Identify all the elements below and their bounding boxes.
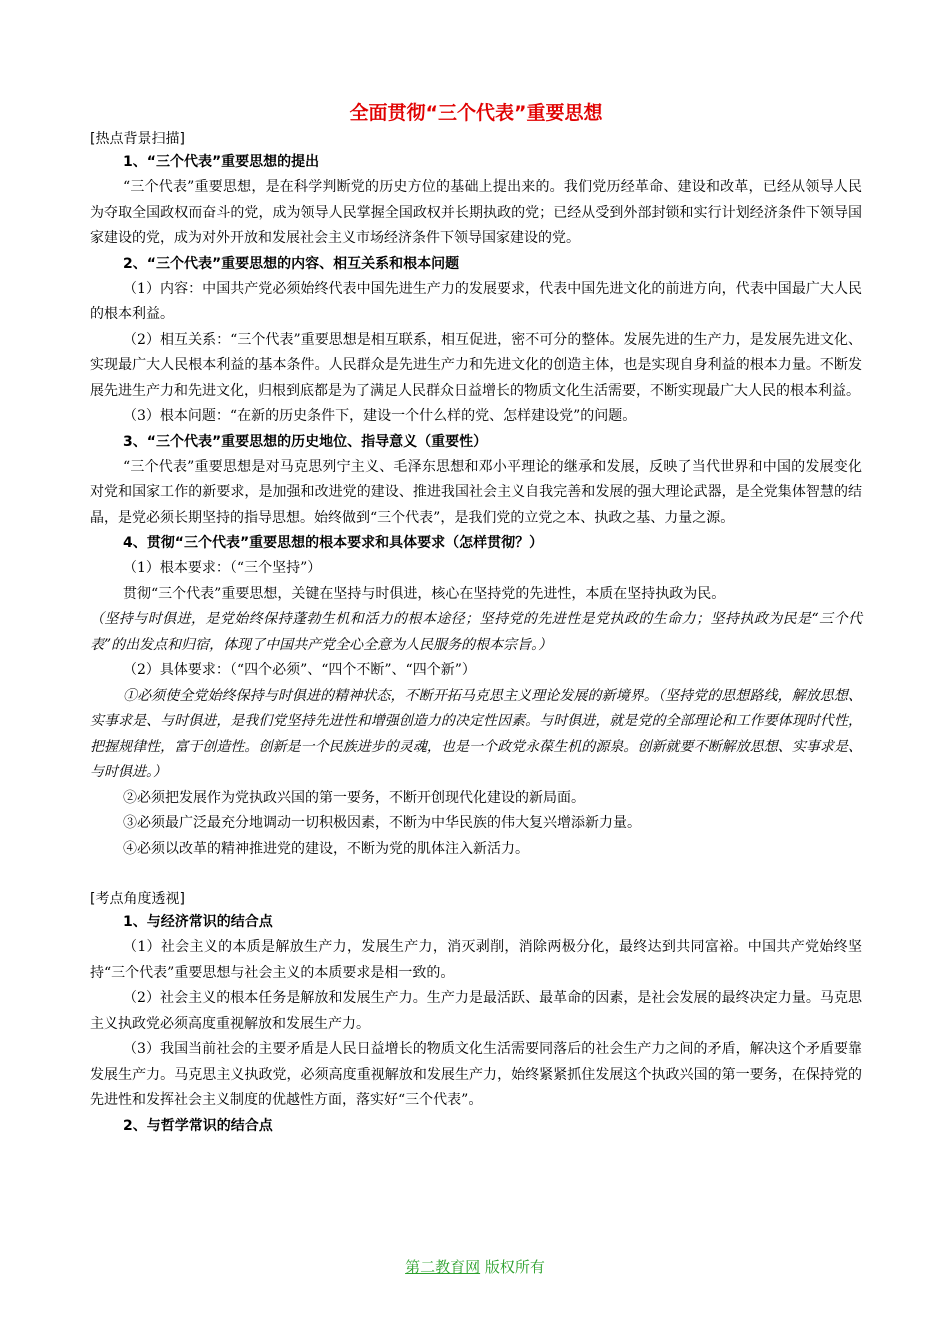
heading-1: 1、“三个代表”重要思想的提出 [123,154,320,170]
paragraph: （1）内容：中国共产党必须始终代表中国先进生产力的发展要求，代表中国先进文化的前进方向，代表中国最广大人民的根本利益。 [90,280,862,322]
paragraph: （2）社会主义的根本任务是解放和发展生产力。生产力是最活跃、最革命的因素，是社会发展的最终决定力量。马克思主义执政党必须高度重视解放和发展生产力。 [90,990,862,1032]
paragraph: （2）具体要求：（“四个必须”、“四个不断”、“四个新”） [123,662,476,678]
paragraph: （2）相互关系：“三个代表”重要思想是相互联系，相互促进，密不可分的整体。发展先进的生产力，是发展先进文化、实现最广大人民根本利益的基本条件。人民群众是先进生产力和先进文化的创造主体，也是实现自身利益的根本力量。不断发展先进生产力和先进文化，归根到底都是为了满足人民群众日益增长的物质文化生活需要，不断实现最广大人民的根本利益。 [90,331,862,399]
italic-note: ①必须使全党始终保持与时俱进的精神状态，不断开拓马克思主义理论发展的新境界。（坚持党的思想路线，解放思想、实事求是、与时俱进，是我们党坚持先进性和增强创造力的决定性因素。与时俱进，就是党的全部理论和工作要体现时代性，把握规律性，富于创造性。创新是一个民族进步的灵魂，也是一个政党永葆生机的源泉。创新就要不断解放思想、实事求是、与时俱进。） [90,687,862,780]
footer [0,1256,950,1278]
footer-copyright: 版权所有 [480,1258,545,1276]
paragraph: 贯彻“三个代表”重要思想，关键在坚持与时俱进，核心在坚持党的先进性，本质在坚持执政为民。 [123,585,726,602]
page-title: 全面贯彻“三个代表”重要思想 [349,102,603,124]
heading-3: 3、“三个代表”重要思想的历史地位、指导意义（重要性） [123,433,488,450]
footer-link[interactable]: 第二教育网 [405,1258,481,1276]
paragraph: “三个代表”重要思想，是在科学判断党的历史方位的基础上提出来的。我们党历经革命、建设和改革，已经从领导人民为夺取全国政权而奋斗的党，成为领导人民掌握全国政权并长期执政的党；已经从受到外部封锁和实行计划经济条件下领导国家建设的党，成为对外开放和发展社会主义市场经济条件下领导国家建设的党。 [90,179,862,246]
paragraph: （3）根本问题：“在新的历史条件下，建设一个什么样的党、怎样建设党”的问题。 [123,408,637,424]
paragraph: （1）社会主义的本质是解放生产力，发展生产力，消灭剥削，消除两极分化，最终达到共同富裕。中国共产党始终坚持“三个代表”重要思想与社会主义的本质要求是相一致的。 [90,939,862,981]
document-page [90,100,862,1139]
italic-note: （坚持与时俱进，是党始终保持蓬勃生机和活力的根本途径；坚持党的先进性是党执政的生命力；坚持执政为民是“三个代表”的出发点和归宿，体现了中国共产党全心全意为人民服务的根本宗旨。） [90,611,862,653]
heading-2: 2、与哲学常识的结合点 [123,1117,273,1134]
heading-2: 2、“三个代表”重要思想的内容、相互关系和根本问题 [123,255,460,272]
paragraph: ②必须把发展作为党执政兴国的第一要务，不断开创现代化建设的新局面。 [123,789,585,806]
paragraph: ③必须最广泛最充分地调动一切积极因素，不断为中华民族的伟大复兴增添新力量。 [123,815,641,831]
section-label-hotspot: [热点背景扫描] [90,131,185,147]
heading-4: 4、贯彻“三个代表”重要思想的根本要求和具体要求（怎样贯彻？） [123,535,544,551]
paragraph: ④必须以改革的精神推进党的建设，不断为党的肌体注入新活力。 [123,840,529,857]
section-label-exam: [考点角度透视] [90,891,185,907]
paragraph: “三个代表”重要思想是对马克思列宁主义、毛泽东思想和邓小平理论的继承和发展，反映了当代世界和中国的发展变化对党和国家工作的新要求，是加强和改进党的建设、推进我国社会主义自我完善和发展的强大理论武器，是全党集体智慧的结晶，是党必须长期坚持的指导思想。始终做到“三个代表”，是我们党的立党之本、执政之基、力量之源。 [90,458,862,526]
paragraph: （1）根本要求：（“三个坚持”） [123,560,322,576]
heading-1: 1、与经济常识的结合点 [123,914,273,930]
paragraph: （3）我国当前社会的主要矛盾是人民日益增长的物质文化生活需要同落后的社会生产力之间的矛盾，解决这个矛盾要靠发展生产力。马克思主义执政党，必须高度重视解放和发展生产力，始终紧紧抓住发展这个执政兴国的第一要务，在保持党的先进性和发挥社会主义制度的优越性方面，落实好“三个代表”。 [90,1041,862,1108]
spacer [90,862,862,888]
